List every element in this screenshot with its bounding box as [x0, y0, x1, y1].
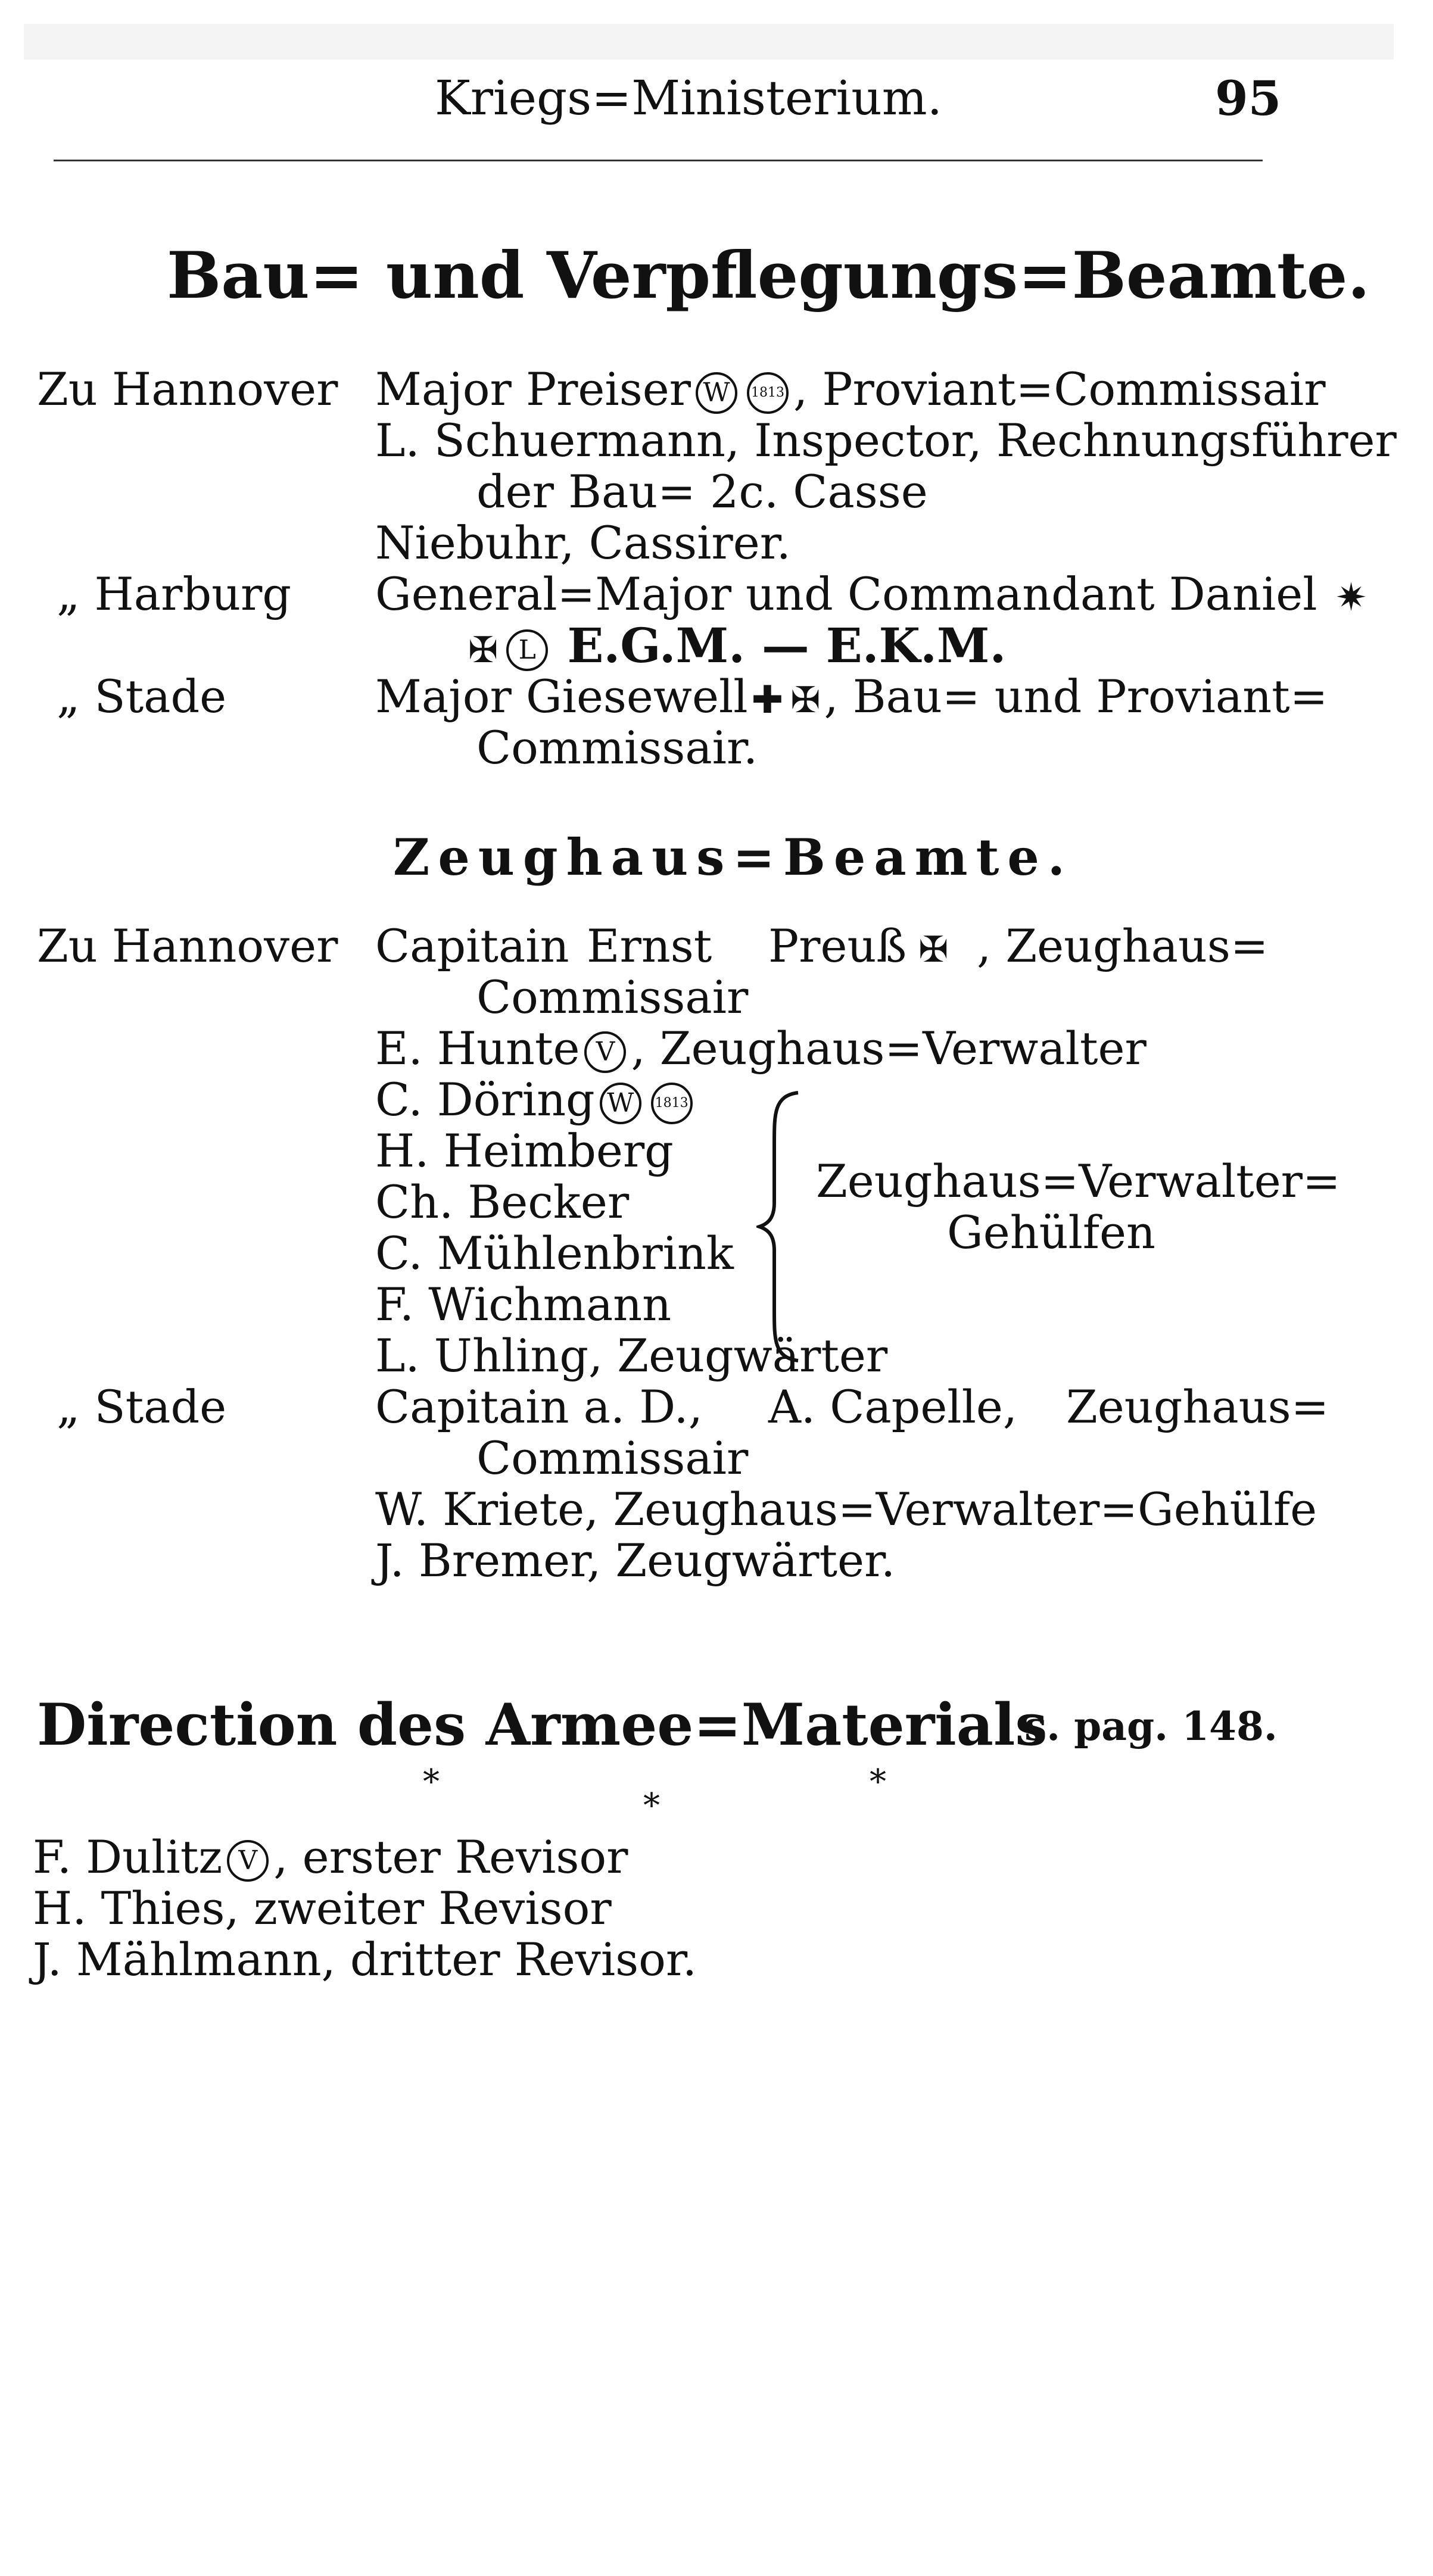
entry-thies: H. Thies, zweiter Revisor	[33, 1882, 612, 1935]
section-title-direction: Direction des Armee=Materials	[37, 1691, 1048, 1758]
brace-label-1: Zeughaus=Verwalter=	[816, 1155, 1341, 1208]
entry-wichmann: F. Wichmann	[375, 1278, 672, 1331]
order-w-icon: W	[696, 372, 737, 414]
place-harburg: „ Harburg	[57, 567, 292, 620]
cross-order-icon: ✠	[468, 629, 499, 671]
separator-star-3: *	[870, 1763, 886, 1801]
entry-becker: Ch. Becker	[375, 1175, 630, 1228]
entry-kriete: W. Kriete, Zeughaus=Verwalter=Gehülfe	[375, 1483, 1317, 1536]
star-order-icon: ✷	[1335, 576, 1367, 620]
place-hannover-2: Zu Hannover	[37, 919, 338, 972]
entry-niebuhr: Niebuhr, Cassirer.	[375, 516, 791, 569]
header-rule	[54, 160, 1263, 161]
entry-maehlmann: J. Mählmann, dritter Revisor.	[33, 1933, 697, 1986]
entry-preuss-last: Preuß ✠	[768, 920, 952, 976]
medal-cross-icon: ✠	[918, 929, 949, 971]
medal-1813-icon: 1813	[747, 372, 789, 414]
medal-1813-icon: 1813	[651, 1083, 693, 1124]
page-number: 95	[1215, 70, 1282, 126]
place-stade-2: „ Stade	[57, 1380, 227, 1433]
entry-uhling: L. Uhling, Zeugwärter	[375, 1329, 888, 1382]
brace-label-2: Gehülfen	[947, 1206, 1155, 1259]
entry-hunte: E. Hunte V , Zeughaus=Verwalter	[375, 1022, 1147, 1075]
section-title-zeughaus: Zeughaus=Beamte.	[393, 828, 1074, 887]
guelph-cross-icon: ✚	[751, 678, 784, 722]
running-head: Kriegs=Ministerium.	[435, 70, 943, 126]
order-v-icon: V	[227, 1840, 269, 1882]
entry-capelle-role: Zeughaus=	[1066, 1380, 1329, 1433]
bleed-through	[24, 24, 1394, 60]
entry-heimberg: H. Heimberg	[375, 1124, 674, 1177]
order-v-icon: V	[584, 1031, 626, 1073]
entry-schuermann-cont: der Bau= 2c. Casse	[476, 465, 928, 518]
place-stade: „ Stade	[57, 670, 227, 723]
entry-preuss-role: , Zeughaus=	[977, 919, 1269, 972]
separator-star-2: *	[643, 1786, 660, 1825]
entry-capelle-cont: Commissair	[476, 1432, 749, 1485]
entry-bremer: J. Bremer, Zeugwärter.	[375, 1534, 896, 1587]
entry-daniel: General=Major und Commandant Daniel ✷	[375, 568, 1370, 624]
order-l-icon: L	[506, 629, 548, 671]
entry-schuermann: L. Schuermann, Inspector, Rechnungsführer	[375, 414, 1397, 467]
medal-cross-icon: ✠	[790, 679, 821, 721]
entry-capelle-name: A. Capelle,	[768, 1380, 1018, 1433]
section-reference: s. pag. 148.	[1024, 1703, 1278, 1749]
entry-dulitz: F. Dulitz V , erster Revisor	[33, 1830, 628, 1883]
entry-capelle-rank: Capitain a. D.,	[375, 1380, 703, 1433]
entry-preiser: Major Preiser W 1813 , Proviant=Commissair	[375, 363, 1326, 416]
entry-preuss-cont: Commissair	[476, 971, 749, 1024]
entry-giesewell-cont: Commissair.	[476, 721, 758, 774]
place-hannover: Zu Hannover	[37, 363, 338, 416]
entry-muehlenbrink: C. Mühlenbrink	[375, 1227, 734, 1280]
order-w-icon: W	[600, 1083, 641, 1124]
grouping-brace	[756, 1090, 804, 1364]
entry-doering: C. Döring W 1813	[375, 1074, 697, 1126]
entry-daniel-orders: ✠ L E.G.M. — E.K.M.	[465, 619, 1006, 676]
section-title-bau: Bau= und Verpflegungs=Beamte.	[167, 238, 1370, 313]
separator-star-1: *	[423, 1763, 440, 1801]
entry-preuss-first: Ernst	[587, 919, 712, 972]
entry-giesewell: Major Giesewell✚ ✠, Bau= und Proviant=	[375, 670, 1328, 726]
entry-preuss: Capitain	[375, 919, 569, 972]
